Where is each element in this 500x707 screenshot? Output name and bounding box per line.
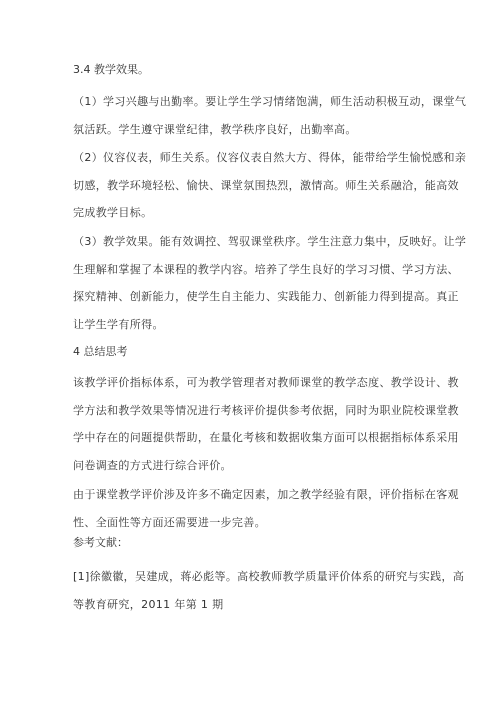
text-line: 等教育研究，2011 年第 1 期 [73, 597, 224, 611]
text-line: 学中存在的问题提供帮助，在量化考核和数据收集方面可以根据指标体系采用 [73, 431, 459, 444]
text-line: （2）仪容仪表，师生关系。仪容仪表自然大方、得体，能带给学生愉悦感和亲 [73, 151, 467, 164]
text-line: （3）教学效果。能有效调控、驾驭课堂秩序。学生注意力集中，反映好。让学 [73, 235, 467, 248]
reference-item [73, 570, 465, 612]
text-line: 由于课堂教学评价涉及许多不确定因素，加之教学经验有限，评价指标在客观 [73, 488, 459, 501]
text-line: 生理解和掌握了本课程的教学内容。培养了学生良好的学习习惯、学习方法、 [73, 262, 459, 276]
paragraph [73, 488, 459, 530]
paragraph [73, 376, 459, 473]
text-line: 氛活跃。学生遵守课堂纪律，教学秩序良好，出勤率高。 [73, 122, 357, 136]
paragraph [73, 151, 467, 220]
text-line: [1]徐徽徽，吴建成，蒋必彪等。高校教师教学质量评价体系的研究与实践，高 [73, 570, 465, 583]
text-line: 问卷调查的方式进行综合评价。 [73, 458, 232, 472]
references-heading: 参考文献： [73, 536, 128, 549]
section-heading: 4 总结思考 [73, 345, 128, 358]
paragraph [73, 235, 467, 332]
section-heading: 3.4 教学效果。 [73, 63, 149, 76]
text-line: 学方法和教学效果等情况进行考核评价提供参考依据，同时为职业院校课堂教 [73, 403, 459, 417]
text-line: 探究精神、创新能力，使学生自主能力、实践能力、创新能力得到提高。真正 [73, 290, 459, 303]
text-line: 性、全面性等方面还需要进一步完善。 [73, 515, 266, 529]
text-line: 完成教学目标。 [73, 206, 153, 219]
text-line: （1）学习兴趣与出勤率。要让学生学习情绪饱满，师生活动积极互动，课堂气 [73, 95, 467, 108]
text-line: 切感，教学环境轻松、愉快、课堂氛围热烈，激情高。师生关系融洽，能高效 [73, 178, 459, 192]
paragraph [73, 95, 467, 137]
text-line: 该教学评价指标体系，可为教学管理者对教师课堂的教学态度、教学设计、教 [73, 376, 459, 389]
text-line: 让学生学有所得。 [73, 317, 164, 331]
